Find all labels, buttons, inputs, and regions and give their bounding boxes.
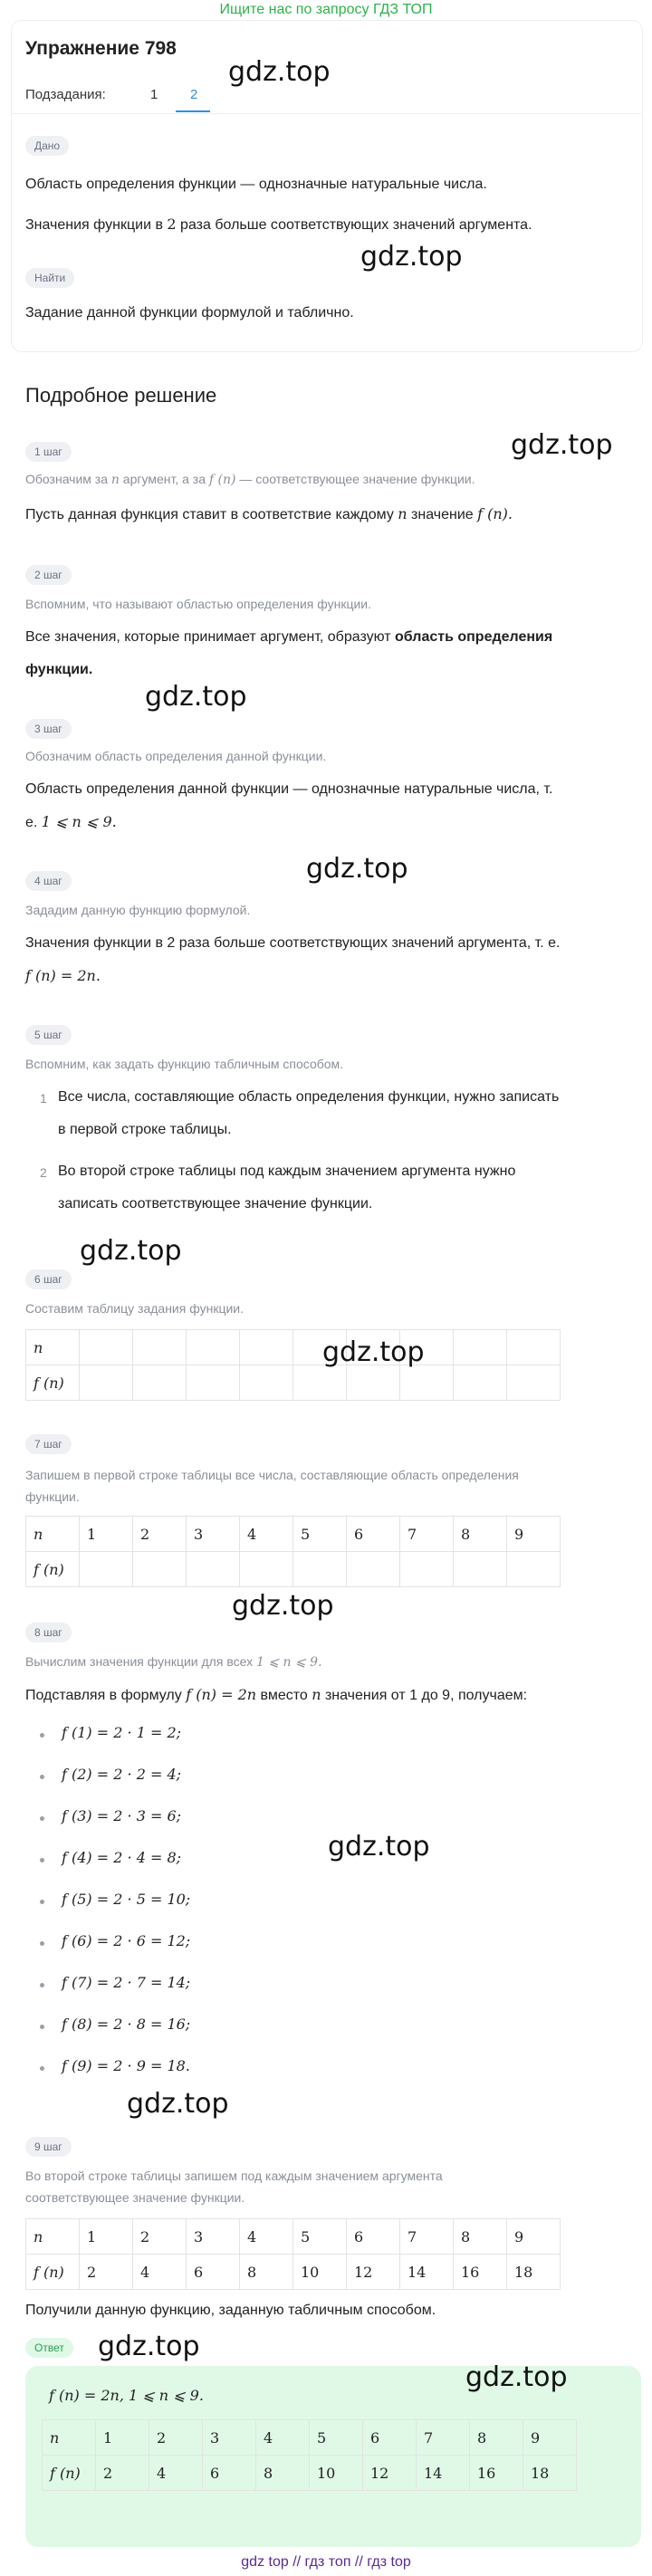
step-8-badge: 8 шаг (25, 1623, 72, 1642)
table-row: n 1 2 3 4 5 6 7 8 9 (43, 2420, 577, 2456)
list-item: f (3) = 2 · 3 = 6; (62, 1807, 182, 1824)
list-item: f (4) = 2 · 4 = 8; (62, 1849, 182, 1866)
step-2-note: Вспомним, что называют областью определения функции. (25, 597, 372, 611)
table-row (26, 1365, 561, 1401)
step-1-text: Пусть данная функция ставит в соответствие каждому n значение f (n). (25, 505, 513, 522)
subtask-tab-1[interactable]: 1 (150, 87, 158, 102)
list-item: f (6) = 2 · 6 = 12; (62, 1932, 191, 1949)
answer-badge: Ответ (25, 2338, 73, 2358)
watermark: gdz.top (145, 681, 247, 713)
bullet (40, 1733, 44, 1738)
step-9-note: Во второй строке таблицы запишем под каждым значением аргумента (25, 2169, 443, 2183)
table-cell: f (n) (26, 1365, 80, 1401)
list-item: f (8) = 2 · 8 = 16; (62, 2016, 191, 2033)
bullet (40, 1775, 44, 1779)
step-7-note-cont: функции. (25, 1489, 80, 1504)
step-3-text-cont: е. 1 ⩽ n ⩽ 9. (25, 813, 117, 830)
page-title: Упражнение 798 (25, 38, 177, 59)
divider (11, 113, 641, 114)
table-row: f (n) 2 4 6 8 10 12 14 16 18 (43, 2456, 577, 2491)
step-1-badge: 1 шаг (25, 442, 72, 462)
answer-table (42, 2419, 577, 2491)
list-item: f (9) = 2 · 9 = 18. (62, 2057, 190, 2074)
step-7-note: Запишем в первой строке таблицы все числа, составляющие область определения (25, 1468, 519, 1482)
watermark: gdz.top (80, 1235, 182, 1267)
list-item: f (7) = 2 · 7 = 14; (62, 1974, 191, 1991)
step-3-badge: 3 шаг (25, 719, 72, 739)
top-banner-link[interactable]: Ищите нас по запросу ГДЗ ТОП (219, 2, 433, 17)
bullet (40, 1941, 44, 1946)
list-item-number: 1 (40, 1091, 47, 1106)
given-line-1: Область определения функции — однозначные натуральные числа. (25, 177, 487, 192)
list-item-number: 2 (40, 1165, 47, 1180)
table-row: f (n) (26, 1552, 561, 1587)
step-4-formula: f (n) = 2n. (25, 967, 101, 984)
table-row: n 1 2 3 4 5 6 7 8 9 (26, 1517, 561, 1552)
list-item: Во второй строке таблицы под каждым значением аргумента нужно (58, 1164, 516, 1179)
answer-formula: f (n) = 2n, 1 ⩽ n ⩽ 9. (49, 2387, 204, 2404)
step-9-badge: 9 шаг (25, 2137, 72, 2157)
given-line-2: Значения функции в 2 раза больше соответствующих значений аргумента. (25, 215, 532, 233)
table-row (26, 1330, 561, 1365)
function-table (25, 2218, 561, 2290)
step-5-badge: 5 шаг (25, 1025, 72, 1045)
list-item: f (5) = 2 · 5 = 10; (62, 1891, 191, 1908)
table-row: n 1 2 3 4 5 6 7 8 9 (26, 2219, 561, 2255)
bullet (40, 1983, 44, 1987)
step-6-badge: 6 шаг (25, 1269, 72, 1289)
given-badge: Дано (25, 136, 69, 156)
step-4-badge: 4 шаг (25, 871, 72, 891)
table-cell: n (26, 1330, 80, 1365)
subtask-tab-2[interactable]: 2 (190, 87, 198, 102)
step-9-note-cont: соответствующее значение функции. (25, 2190, 245, 2205)
active-tab-underline (176, 110, 210, 112)
list-item-cont: записать соответствующее значение функции. (58, 1196, 373, 1211)
bullet (40, 2066, 44, 2071)
find-text: Задание данной функции формулой и таблично. (25, 305, 354, 321)
step-8-text: Подставляя в формулу f (n) = 2n вместо n значения от 1 до 9, получаем: (25, 1686, 528, 1703)
bullet (40, 2025, 44, 2029)
table-row: f (n) 2 4 6 8 10 12 14 16 18 (26, 2255, 561, 2290)
step-8-note: Вычислим значения функции для всех 1 ⩽ n ⩽ 9. (25, 1654, 322, 1670)
list-item: Все числа, составляющие область определения функции, нужно записать (58, 1089, 560, 1105)
watermark: gdz.top (232, 1590, 334, 1622)
step-6-note: Составим таблицу задания функции. (25, 1301, 244, 1316)
list-item: f (1) = 2 · 1 = 2; (62, 1724, 182, 1741)
watermark: gdz.top (360, 241, 463, 273)
step-7-badge: 7 шаг (25, 1434, 72, 1454)
bullet (40, 1900, 44, 1904)
watermark: gdz.top (328, 1831, 430, 1863)
step-5-note: Вспомним, как задать функцию табличным способом. (25, 1057, 344, 1071)
step-4-text: Значения функции в 2 раза больше соответствующих значений аргумента, т. е. (25, 935, 561, 951)
watermark: gdz.top (306, 853, 408, 885)
step-1-note: Обозначим за n аргумент, а за f (n) — соответствующее значение функции. (25, 472, 475, 487)
empty-table (25, 1329, 561, 1401)
watermark: gdz.top (228, 56, 331, 88)
step-9-text: Получили данную функцию, заданную табличным способом. (25, 2303, 436, 2318)
subtasks-label: Подзадания: (25, 87, 106, 102)
watermark: gdz.top (322, 1336, 425, 1368)
step-2-badge: 2 шаг (25, 565, 72, 585)
footer-links[interactable]: gdz top // гдз топ // гдз top (241, 2554, 411, 2570)
step-3-note: Обозначим область определения данной функции. (25, 749, 327, 763)
solution-title: Подробное решение (25, 384, 217, 407)
list-item-cont: в первой строке таблицы. (58, 1122, 232, 1137)
watermark: gdz.top (465, 2361, 568, 2393)
argument-table (25, 1516, 561, 1587)
bullet (40, 1858, 44, 1863)
watermark: gdz.top (511, 429, 613, 461)
list-item: f (2) = 2 · 2 = 4; (62, 1766, 182, 1783)
step-2-text: Все значения, которые принимает аргумент, образуют область определения (25, 629, 553, 645)
bullet (40, 1816, 44, 1821)
step-4-note: Зададим данную функцию формулой. (25, 903, 251, 917)
step-3-text: Область определения данной функции — однозначные натуральные числа, т. (25, 781, 553, 797)
step-2-text-cont: функции. (25, 662, 93, 677)
find-badge: Найти (25, 268, 74, 288)
watermark: gdz.top (127, 2088, 229, 2120)
watermark: gdz.top (98, 2331, 200, 2362)
